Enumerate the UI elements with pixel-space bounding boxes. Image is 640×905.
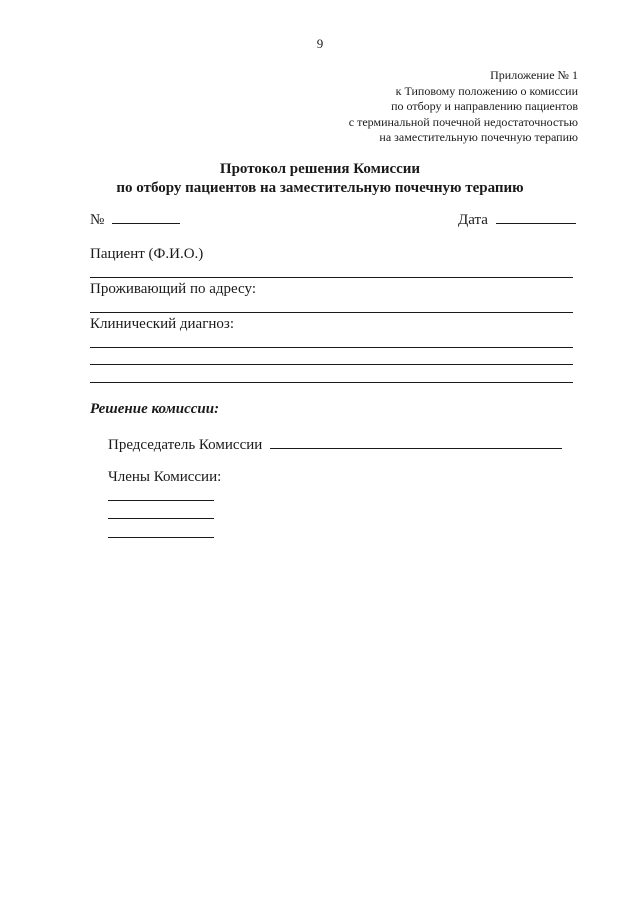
page-number: 9 <box>316 36 324 51</box>
date-label: Дата <box>458 212 488 228</box>
document-title <box>0 160 640 198</box>
appendix-line: к Типовому положению о комиссии <box>395 83 578 98</box>
patient-line <box>90 277 573 278</box>
diagnosis-label: Клинический диагноз: <box>90 316 234 332</box>
appendix-line: по отбору и направлению пациентов <box>391 99 578 113</box>
appendix-line: на заместительную почечную терапию <box>379 130 578 144</box>
date-blank <box>496 211 576 224</box>
protocol-number-field <box>90 211 180 229</box>
diagnosis-line <box>90 382 573 383</box>
date-field <box>458 211 576 229</box>
appendix-note <box>238 68 578 146</box>
diagnosis-line <box>90 364 573 365</box>
title-line-2: по отбору пациентов на заместительную почечную терапию <box>116 180 524 196</box>
diagnosis-line <box>90 347 573 348</box>
members-label: Члены Комиссии: <box>108 469 222 485</box>
chairman-field <box>108 436 562 454</box>
number-label: № <box>90 212 105 228</box>
chairman-label: Председатель Комиссии <box>108 437 263 453</box>
address-line <box>90 312 573 313</box>
appendix-line: с терминальной почечной недостаточностью <box>348 114 578 129</box>
patient-label: Пациент (Ф.И.О.) <box>90 246 204 262</box>
member-signature-line <box>108 518 214 519</box>
member-signature-line <box>108 500 214 501</box>
member-signature-line <box>108 537 214 538</box>
number-blank <box>112 211 180 224</box>
appendix-line: Приложение № 1 <box>490 68 578 82</box>
decision-label: Решение комиссии: <box>90 401 220 417</box>
title-line-1: Протокол решения Комиссии <box>219 161 421 177</box>
chairman-signature-line <box>270 436 562 449</box>
address-label: Проживающий по адресу: <box>90 281 256 297</box>
